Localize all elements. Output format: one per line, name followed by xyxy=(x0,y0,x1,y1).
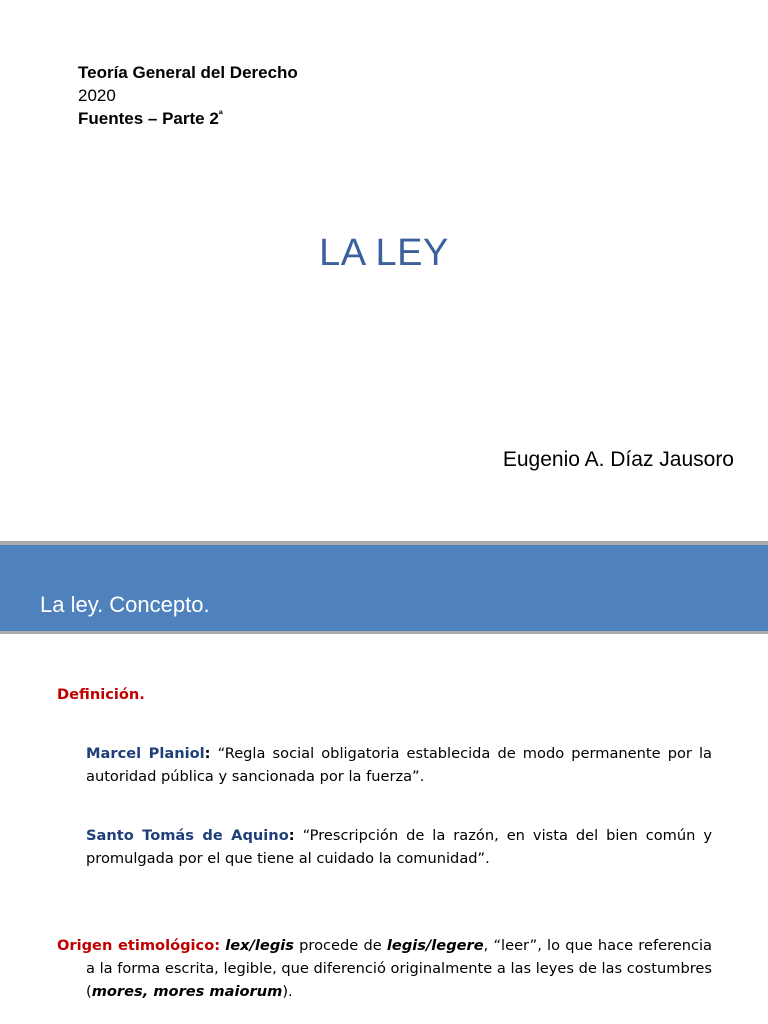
page-title: LA LEY xyxy=(319,232,449,274)
section-title: La ley. Concepto. xyxy=(40,592,210,617)
definition-author: Marcel Planiol xyxy=(86,745,205,762)
author-name: Eugenio A. Díaz Jausoro xyxy=(502,448,734,471)
etymology-text-2: , “leer”, lo que hace referencia a la forma escrita, legible, que diferenció originalmente a las leyes de las costumbres ( xyxy=(86,937,713,1000)
course-part-label: Fuentes – Parte 2 xyxy=(78,109,219,128)
definition-colon: : xyxy=(204,745,211,762)
etymology-term-lex: lex/legis xyxy=(225,937,294,954)
etymology-label: Origen etimológico: xyxy=(57,937,221,954)
course-part-ordinal: ª xyxy=(218,109,223,121)
course-part xyxy=(78,107,298,130)
definition-colon: : xyxy=(288,827,295,844)
etymology-text-1: procede de xyxy=(293,937,387,954)
etymology-term-legere: legis/legere xyxy=(386,937,484,954)
definition-planiol xyxy=(86,742,712,788)
course-info xyxy=(78,61,298,130)
definition-text: “Prescripción de la razón, en vista del bien común y promulgada por el que tiene al cuidado la comunidad”. xyxy=(86,827,712,867)
definition-heading: Definición. xyxy=(57,686,145,703)
course-title: Teoría General del Derecho xyxy=(78,63,298,82)
etymology-term-mores: mores, mores maiorum xyxy=(91,983,283,1000)
definition-text: “Regla social obligatoria establecida de modo permanente por la autoridad pública y sancionada por la fuerza”. xyxy=(86,745,712,785)
etymology-text-3: ). xyxy=(282,983,293,1000)
definition-author: Santo Tomás de Aquino xyxy=(86,827,289,844)
concept-content xyxy=(0,634,768,1024)
section-banner xyxy=(0,545,768,631)
course-year: 2020 xyxy=(78,86,116,105)
etymology-paragraph xyxy=(57,934,712,1003)
definition-aquino xyxy=(86,824,712,870)
